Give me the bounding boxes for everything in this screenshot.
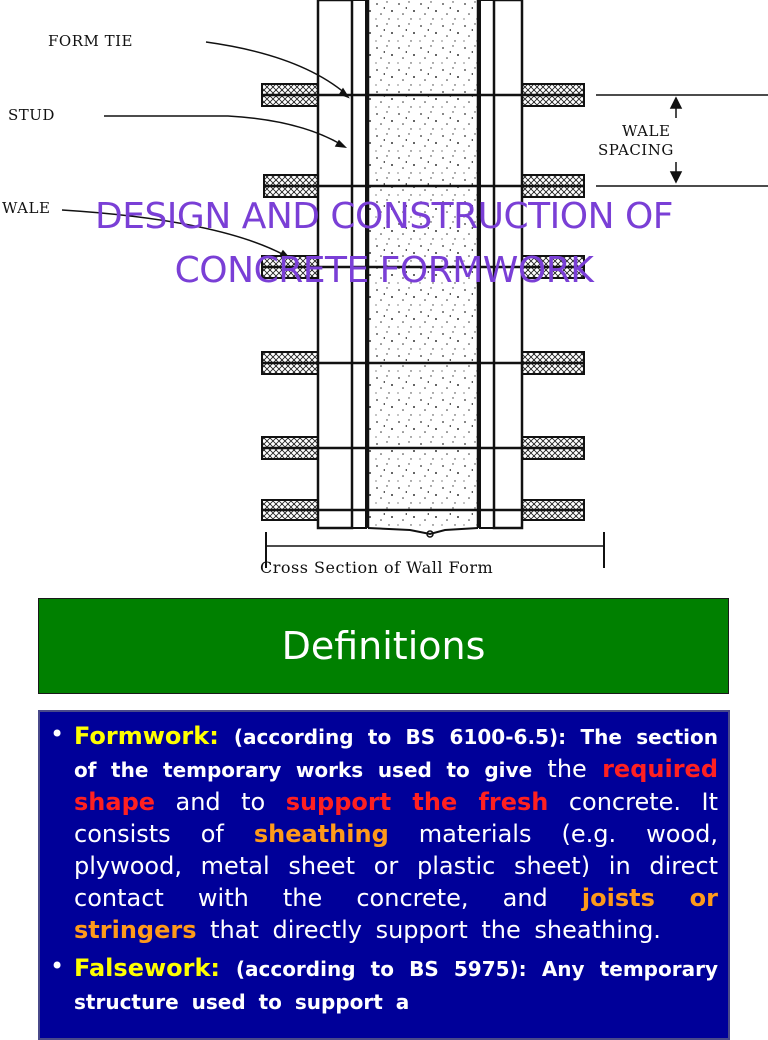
wale-label: WALE bbox=[2, 199, 51, 217]
joists-highlight: joists or stringers bbox=[74, 884, 718, 944]
required-shape-highlight: required shape bbox=[74, 755, 718, 816]
formwork-text-1: the bbox=[532, 755, 603, 783]
list-item-formwork bbox=[50, 720, 718, 946]
wale-spacing-label-line1: WALE bbox=[622, 122, 671, 140]
form-tie-label: FORM TIE bbox=[48, 32, 134, 50]
formwork-text-4: materials (e.g. wood, plywood, metal sheet or plastic sheet) in direct contact with the concrete, and bbox=[74, 820, 718, 912]
bullet-icon: • bbox=[50, 952, 65, 980]
definitions-heading: Definitions bbox=[281, 624, 486, 668]
slide-title-line-2: CONCRETE FORMWORK bbox=[174, 250, 594, 291]
definitions-header bbox=[38, 598, 729, 694]
falsework-reference: (according to BS 5975): Any temporary structure used to support a bbox=[74, 957, 718, 1014]
slide-title-line-1: DESIGN AND CONSTRUCTION OF bbox=[94, 196, 674, 237]
sheathing-highlight: sheathing bbox=[253, 820, 389, 848]
formwork-text-3: concrete. It consists of bbox=[74, 788, 718, 848]
wale-spacing-label-line2: SPACING bbox=[598, 141, 674, 159]
falsework-term: Falsework: bbox=[74, 954, 221, 982]
bullet-icon: • bbox=[50, 720, 65, 748]
list-item-falsework bbox=[50, 952, 718, 1018]
formwork-definition bbox=[74, 720, 718, 946]
formwork-text-2: and to bbox=[155, 788, 286, 816]
formwork-reference: (according to BS 6100-6.5): The section of the temporary works used to give bbox=[74, 725, 718, 782]
stud-label: STUD bbox=[8, 106, 55, 124]
support-fresh-highlight: support the fresh bbox=[285, 788, 549, 816]
formwork-text-5: that directly support the sheathing. bbox=[196, 916, 661, 944]
diagram-caption: Cross Section of Wall Form bbox=[260, 558, 494, 577]
falsework-definition bbox=[74, 952, 718, 1018]
formwork-term: Formwork: bbox=[74, 722, 219, 750]
definitions-panel bbox=[38, 710, 730, 1040]
